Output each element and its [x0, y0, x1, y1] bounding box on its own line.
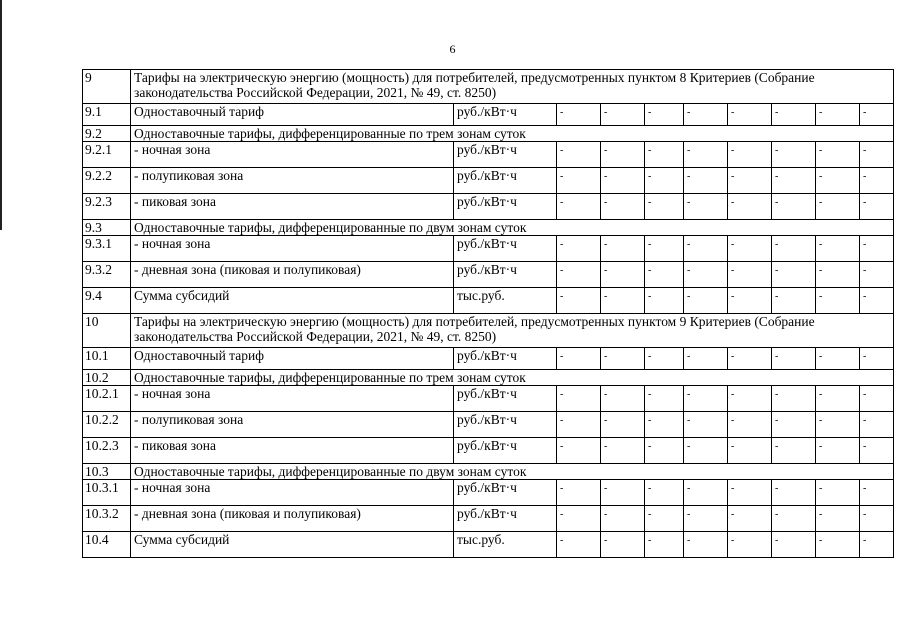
- row-value: -: [684, 194, 728, 220]
- row-name: - ночная зона: [131, 480, 454, 506]
- row-value: -: [860, 412, 894, 438]
- row-value: -: [816, 104, 860, 126]
- row-value: -: [684, 142, 728, 168]
- table-row: [83, 412, 894, 438]
- row-value: -: [645, 532, 684, 558]
- row-name: Одноставочный тариф: [131, 348, 454, 370]
- row-value: -: [772, 168, 816, 194]
- row-value: -: [557, 168, 601, 194]
- row-value: -: [601, 288, 645, 314]
- row-unit: тыс.руб.: [454, 532, 557, 558]
- row-value: -: [557, 506, 601, 532]
- row-value: -: [601, 438, 645, 464]
- row-name: - дневная зона (пиковая и полупиковая): [131, 262, 454, 288]
- row-value: -: [728, 288, 772, 314]
- table-row: [83, 236, 894, 262]
- row-value: -: [860, 104, 894, 126]
- row-number: 9.3.2: [83, 262, 131, 288]
- row-value: -: [728, 168, 772, 194]
- row-value: -: [557, 412, 601, 438]
- row-value: -: [684, 348, 728, 370]
- row-value: -: [728, 236, 772, 262]
- table-row: [83, 168, 894, 194]
- row-section-text: Одноставочные тарифы, дифференцированные по двум зонам суток: [131, 464, 894, 480]
- row-value: -: [772, 348, 816, 370]
- row-name: Одноставочный тариф: [131, 104, 454, 126]
- row-value: -: [684, 236, 728, 262]
- row-unit: руб./кВт·ч: [454, 348, 557, 370]
- table-row: [83, 438, 894, 464]
- table-row: [83, 104, 894, 126]
- row-value: -: [816, 506, 860, 532]
- row-unit: руб./кВт·ч: [454, 142, 557, 168]
- row-value: -: [684, 386, 728, 412]
- row-number: 9.1: [83, 104, 131, 126]
- row-value: -: [772, 142, 816, 168]
- row-number: 10.4: [83, 532, 131, 558]
- row-value: -: [601, 236, 645, 262]
- row-value: -: [860, 386, 894, 412]
- row-unit: руб./кВт·ч: [454, 262, 557, 288]
- row-value: -: [772, 412, 816, 438]
- row-number: 10.2.2: [83, 412, 131, 438]
- row-value: -: [772, 262, 816, 288]
- row-value: -: [816, 438, 860, 464]
- row-number: 9.3.1: [83, 236, 131, 262]
- row-number: 9.2.1: [83, 142, 131, 168]
- row-value: -: [601, 104, 645, 126]
- row-value: -: [860, 142, 894, 168]
- row-value: -: [557, 262, 601, 288]
- row-number: 10.3: [83, 464, 131, 480]
- row-value: -: [772, 288, 816, 314]
- row-unit: руб./кВт·ч: [454, 438, 557, 464]
- row-name: - ночная зона: [131, 236, 454, 262]
- row-header-text: Тарифы на электрическую энергию (мощность) для потребителей, предусмотренных пунктом 9 Критериев (Собрание законодательства Российской Федерации, 2021, № 49, ст. 8250): [131, 314, 894, 348]
- row-unit: руб./кВт·ч: [454, 506, 557, 532]
- row-value: -: [557, 532, 601, 558]
- row-value: -: [816, 194, 860, 220]
- row-value: -: [728, 480, 772, 506]
- row-value: -: [645, 288, 684, 314]
- row-value: -: [728, 532, 772, 558]
- table-row: [83, 70, 894, 104]
- row-value: -: [772, 506, 816, 532]
- row-name: - пиковая зона: [131, 438, 454, 464]
- row-value: -: [601, 194, 645, 220]
- row-value: -: [816, 142, 860, 168]
- table-row: [83, 464, 894, 480]
- row-value: -: [772, 104, 816, 126]
- table-row: [83, 194, 894, 220]
- row-value: -: [772, 236, 816, 262]
- row-value: -: [684, 412, 728, 438]
- row-value: -: [645, 438, 684, 464]
- row-value: -: [557, 480, 601, 506]
- row-number: 9.2.2: [83, 168, 131, 194]
- row-value: -: [816, 480, 860, 506]
- row-value: -: [645, 104, 684, 126]
- row-value: -: [645, 412, 684, 438]
- row-value: -: [645, 506, 684, 532]
- row-value: -: [816, 262, 860, 288]
- row-number: 9.2: [83, 126, 131, 142]
- row-number: 10.3.1: [83, 480, 131, 506]
- row-value: -: [684, 288, 728, 314]
- row-value: -: [772, 480, 816, 506]
- row-name: - ночная зона: [131, 386, 454, 412]
- row-value: -: [860, 348, 894, 370]
- row-number: 9: [83, 70, 131, 104]
- table-row: [83, 480, 894, 506]
- row-value: -: [728, 506, 772, 532]
- row-section-text: Одноставочные тарифы, дифференцированные по трем зонам суток: [131, 370, 894, 386]
- row-value: -: [860, 194, 894, 220]
- row-section-text: Одноставочные тарифы, дифференцированные по трем зонам суток: [131, 126, 894, 142]
- row-value: -: [772, 438, 816, 464]
- row-number: 10.3.2: [83, 506, 131, 532]
- row-number: 9.2.3: [83, 194, 131, 220]
- row-value: -: [645, 262, 684, 288]
- row-unit: руб./кВт·ч: [454, 480, 557, 506]
- row-value: -: [601, 506, 645, 532]
- row-value: -: [860, 168, 894, 194]
- row-value: -: [601, 412, 645, 438]
- row-value: -: [684, 168, 728, 194]
- row-value: -: [645, 168, 684, 194]
- table-row: [83, 506, 894, 532]
- row-unit: тыс.руб.: [454, 288, 557, 314]
- row-number: 10.1: [83, 348, 131, 370]
- table-row: [83, 220, 894, 236]
- row-value: -: [645, 236, 684, 262]
- row-value: -: [728, 142, 772, 168]
- row-name: - ночная зона: [131, 142, 454, 168]
- row-value: -: [601, 262, 645, 288]
- row-value: -: [772, 386, 816, 412]
- row-unit: руб./кВт·ч: [454, 104, 557, 126]
- tariff-table: [82, 69, 894, 558]
- row-value: -: [601, 142, 645, 168]
- row-name: - дневная зона (пиковая и полупиковая): [131, 506, 454, 532]
- row-value: -: [860, 236, 894, 262]
- table-row: [83, 348, 894, 370]
- row-value: -: [557, 348, 601, 370]
- row-value: -: [557, 236, 601, 262]
- row-value: -: [601, 386, 645, 412]
- row-unit: руб./кВт·ч: [454, 236, 557, 262]
- row-value: -: [557, 386, 601, 412]
- row-number: 10.2.3: [83, 438, 131, 464]
- row-value: -: [601, 168, 645, 194]
- row-unit: руб./кВт·ч: [454, 194, 557, 220]
- row-value: -: [684, 506, 728, 532]
- row-number: 10: [83, 314, 131, 348]
- table-row: [83, 262, 894, 288]
- row-number: 10.2.1: [83, 386, 131, 412]
- row-value: -: [645, 348, 684, 370]
- row-value: -: [860, 532, 894, 558]
- row-name: - полупиковая зона: [131, 168, 454, 194]
- row-number: 10.2: [83, 370, 131, 386]
- page-number: 6: [449, 42, 456, 56]
- row-name: - пиковая зона: [131, 194, 454, 220]
- row-value: -: [684, 480, 728, 506]
- row-name: Сумма субсидий: [131, 532, 454, 558]
- row-value: -: [860, 262, 894, 288]
- row-value: -: [728, 104, 772, 126]
- row-value: -: [645, 386, 684, 412]
- row-unit: руб./кВт·ч: [454, 412, 557, 438]
- row-value: -: [557, 288, 601, 314]
- row-value: -: [816, 532, 860, 558]
- table-row: [83, 314, 894, 348]
- row-value: -: [860, 506, 894, 532]
- row-section-text: Одноставочные тарифы, дифференцированные по двум зонам суток: [131, 220, 894, 236]
- row-value: -: [601, 480, 645, 506]
- row-number: 9.3: [83, 220, 131, 236]
- row-value: -: [816, 168, 860, 194]
- table-row: [83, 288, 894, 314]
- row-name: - полупиковая зона: [131, 412, 454, 438]
- scan-edge-line: [0, 0, 2, 230]
- row-value: -: [684, 104, 728, 126]
- row-value: -: [772, 532, 816, 558]
- row-value: -: [645, 194, 684, 220]
- row-value: -: [557, 142, 601, 168]
- row-value: -: [816, 348, 860, 370]
- row-value: -: [684, 532, 728, 558]
- row-value: -: [728, 262, 772, 288]
- row-value: -: [860, 480, 894, 506]
- row-number: 9.4: [83, 288, 131, 314]
- row-value: -: [816, 288, 860, 314]
- row-value: -: [728, 438, 772, 464]
- table-row: [83, 126, 894, 142]
- row-value: -: [816, 386, 860, 412]
- row-unit: руб./кВт·ч: [454, 168, 557, 194]
- row-value: -: [601, 532, 645, 558]
- row-value: -: [728, 348, 772, 370]
- table-row: [83, 386, 894, 412]
- row-value: -: [860, 438, 894, 464]
- row-unit: руб./кВт·ч: [454, 386, 557, 412]
- row-value: -: [601, 348, 645, 370]
- row-value: -: [684, 262, 728, 288]
- table-row: [83, 142, 894, 168]
- row-value: -: [860, 288, 894, 314]
- row-value: -: [557, 438, 601, 464]
- row-value: -: [728, 194, 772, 220]
- table-row: [83, 370, 894, 386]
- row-value: -: [728, 412, 772, 438]
- row-value: -: [816, 236, 860, 262]
- row-value: -: [557, 104, 601, 126]
- row-value: -: [684, 438, 728, 464]
- row-header-text: Тарифы на электрическую энергию (мощность) для потребителей, предусмотренных пунктом 8 Критериев (Собрание законодательства Российской Федерации, 2021, № 49, ст. 8250): [131, 70, 894, 104]
- row-value: -: [728, 386, 772, 412]
- row-name: Сумма субсидий: [131, 288, 454, 314]
- row-value: -: [645, 480, 684, 506]
- row-value: -: [816, 412, 860, 438]
- row-value: -: [772, 194, 816, 220]
- table-row: [83, 532, 894, 558]
- row-value: -: [645, 142, 684, 168]
- row-value: -: [557, 194, 601, 220]
